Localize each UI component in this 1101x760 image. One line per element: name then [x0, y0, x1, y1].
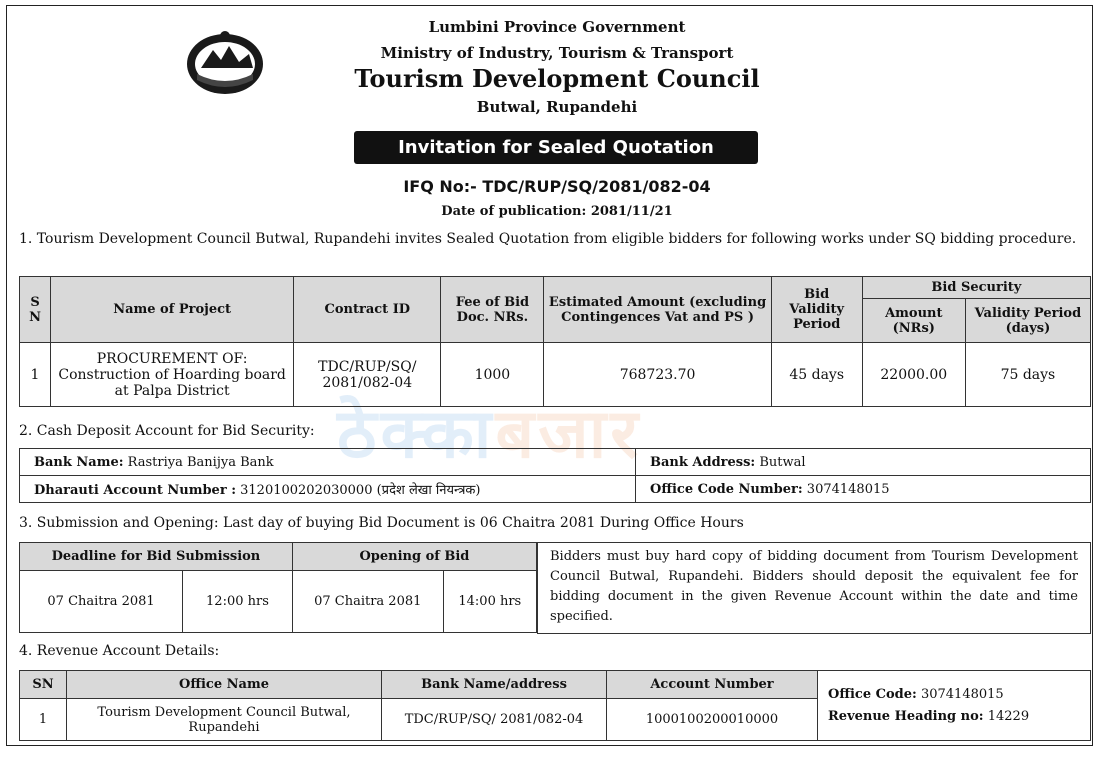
publication-date: Date of publication: 2081/11/21: [441, 204, 673, 219]
deadline-date: 07 Chaitra 2081: [20, 571, 183, 633]
watermark-part2: बजार: [495, 395, 643, 474]
cell-project-name: PROCUREMENT OF: Construction of Hoarding board at Palpa District: [51, 343, 294, 407]
bank-address-cell: [636, 449, 1091, 476]
bank-name-cell: [20, 449, 636, 476]
col-bid-security: Bid Security: [862, 277, 1090, 299]
revenue-code-cell: [818, 671, 1091, 741]
rev-col-account: Account Number: [607, 671, 818, 699]
rev-cell-sn: 1: [20, 699, 67, 741]
col-sn: S N: [20, 277, 51, 343]
account-number-cell: [20, 476, 636, 503]
notice-banner: Invitation for Sealed Quotation: [354, 131, 758, 164]
revenue-table: [19, 670, 1091, 741]
province-government: Lumbini Province Government: [428, 18, 686, 36]
office-code-cell: [636, 476, 1091, 503]
project-table: [19, 276, 1091, 407]
cash-deposit-heading: 2. Cash Deposit Account for Bid Security:: [19, 423, 315, 439]
deadline-time: 12:00 hrs: [183, 571, 293, 633]
rev-heading-label: Revenue Heading no:: [828, 708, 984, 724]
rev-office-code-label: Office Code:: [828, 686, 917, 702]
cell-security-amount: 22000.00: [862, 343, 965, 407]
account-number-value: 3120100202030000 (प्रदेश लेखा नियन्त्रक): [240, 483, 481, 498]
opening-header: Opening of Bid: [292, 543, 536, 571]
cell-fee: 1000: [441, 343, 544, 407]
bidder-instructions: Bidders must buy hard copy of bidding document from Tourism Development Council Butwal, Rupandehi. Bidders should deposit the equivalent fee for bidding document in the given Revenue Account within the date and time specified.: [537, 542, 1091, 634]
account-number-label: Dharauti Account Number :: [34, 483, 236, 498]
rev-cell-bank: TDC/RUP/SQ/ 2081/082-04: [382, 699, 607, 741]
rev-col-sn: SN: [20, 671, 67, 699]
table-row: [20, 343, 1091, 407]
cell-contract-id: TDC/RUP/SQ/ 2081/082-04: [294, 343, 441, 407]
rev-heading-value: 14229: [987, 708, 1030, 724]
ifq-number: IFQ No:- TDC/RUP/SQ/2081/082-04: [403, 177, 711, 196]
col-security-amount: Amount (NRs): [862, 299, 965, 343]
col-project-name: Name of Project: [51, 277, 294, 343]
office-code-value: 3074148015: [806, 481, 890, 497]
col-security-validity: Validity Period (days): [965, 299, 1090, 343]
submission-table: [19, 542, 537, 633]
deadline-header: Deadline for Bid Submission: [20, 543, 293, 571]
rev-col-office: Office Name: [67, 671, 382, 699]
col-bid-validity: Bid Validity Period: [771, 277, 862, 343]
col-estimated-amount: Estimated Amount (excluding Contingences Vat and PS ): [544, 277, 771, 343]
rev-cell-office: Tourism Development Council Butwal, Rupandehi: [67, 699, 382, 741]
intro-paragraph: 1. Tourism Development Council Butwal, Rupandehi invites Sealed Quotation from eligible bidders for following works under SQ bidding procedure.: [19, 231, 1077, 247]
rev-cell-account: 1000100200010000: [607, 699, 818, 741]
ministry-name: Ministry of Industry, Tourism & Transport: [380, 44, 734, 62]
cell-estimated-amount: 768723.70: [544, 343, 771, 407]
col-contract-id: Contract ID: [294, 277, 441, 343]
notice-page: [6, 5, 1093, 746]
cash-deposit-table: [19, 448, 1091, 503]
council-title: Tourism Development Council: [354, 64, 760, 93]
cell-bid-validity: 45 days: [771, 343, 862, 407]
council-location: Butwal, Rupandehi: [476, 98, 638, 116]
bank-address-label: Bank Address:: [650, 454, 756, 470]
opening-date: 07 Chaitra 2081: [292, 571, 443, 633]
bank-name-value: Rastriya Banijya Bank: [127, 454, 274, 470]
nepal-emblem-icon: [183, 28, 267, 98]
rev-office-code-value: 3074148015: [920, 686, 1004, 702]
submission-heading: 3. Submission and Opening: Last day of buying Bid Document is 06 Chaitra 2081 During Office Hours: [19, 515, 744, 531]
bank-address-value: Butwal: [759, 454, 806, 470]
cell-security-validity: 75 days: [965, 343, 1090, 407]
col-fee: Fee of Bid Doc. NRs.: [441, 277, 544, 343]
cell-sn: 1: [20, 343, 51, 407]
office-code-label: Office Code Number:: [650, 481, 803, 497]
rev-col-bank: Bank Name/address: [382, 671, 607, 699]
revenue-heading: 4. Revenue Account Details:: [19, 643, 220, 659]
bank-name-label: Bank Name:: [34, 454, 124, 470]
opening-time: 14:00 hrs: [443, 571, 536, 633]
watermark-part1: ठेक्का: [337, 395, 496, 474]
